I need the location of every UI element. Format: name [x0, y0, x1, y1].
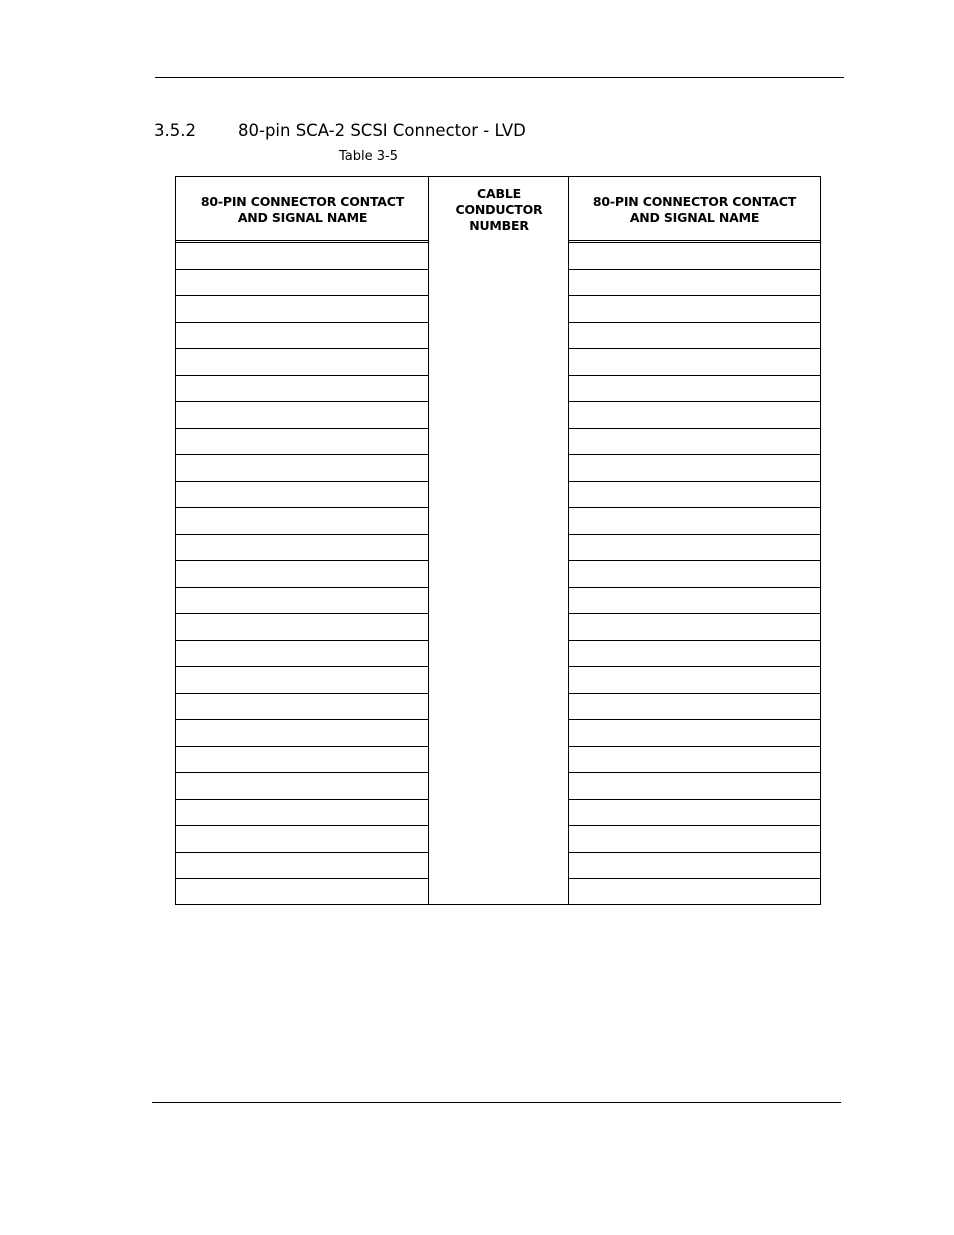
column-divider: [568, 177, 569, 904]
table-cell: [569, 482, 820, 509]
header-rule: [155, 77, 844, 78]
table-cell: [569, 270, 820, 297]
left-column-rows: [176, 243, 428, 906]
table-cell: [176, 826, 428, 853]
pin-assignment-table: [175, 176, 821, 905]
table-cell: [569, 826, 820, 853]
table-cell: [569, 455, 820, 482]
table-caption: Table 3-5: [339, 149, 398, 164]
table-cell: [176, 879, 428, 906]
table-cell: [569, 614, 820, 641]
table-cell: [569, 641, 820, 668]
table-cell: [569, 561, 820, 588]
table-cell: [569, 376, 820, 403]
table-cell: [176, 720, 428, 747]
table-cell: [176, 429, 428, 456]
table-cell: [569, 667, 820, 694]
table-cell: [569, 800, 820, 827]
table-cell: [176, 270, 428, 297]
footer-rule: [152, 1102, 841, 1103]
header-cable-conductor-number: CABLE CONDUCTOR NUMBER: [455, 185, 543, 233]
table-cell: [176, 561, 428, 588]
table-cell: [569, 243, 820, 270]
table-cell: [176, 402, 428, 429]
table-cell: [176, 641, 428, 668]
table-cell: [569, 535, 820, 562]
table-cell: [569, 694, 820, 721]
table-cell: [569, 588, 820, 615]
table-cell: [176, 508, 428, 535]
table-cell: [176, 667, 428, 694]
right-column-rows: [569, 243, 820, 906]
table-cell: [176, 535, 428, 562]
table-cell: [176, 614, 428, 641]
column-divider: [428, 177, 429, 904]
table-cell: [176, 747, 428, 774]
table-cell: [569, 402, 820, 429]
table-cell: [176, 588, 428, 615]
table-cell: [176, 694, 428, 721]
table-cell: [176, 243, 428, 270]
table-cell: [569, 853, 820, 880]
table-cell: [176, 482, 428, 509]
table-cell: [569, 349, 820, 376]
table-cell: [569, 747, 820, 774]
section-heading: [154, 121, 526, 140]
table-cell: [176, 773, 428, 800]
table-cell: [569, 323, 820, 350]
header-left-contact-signal: 80-PIN CONNECTOR CONTACT AND SIGNAL NAME: [200, 193, 405, 225]
section-title: 80-pin SCA-2 SCSI Connector - LVD: [238, 121, 526, 140]
table-cell: [176, 853, 428, 880]
header-right-contact-signal: 80-PIN CONNECTOR CONTACT AND SIGNAL NAME: [592, 193, 797, 225]
table-cell: [569, 720, 820, 747]
table-cell: [176, 323, 428, 350]
table-cell: [176, 349, 428, 376]
table-cell: [569, 429, 820, 456]
table-cell: [176, 376, 428, 403]
table-cell: [569, 296, 820, 323]
table-cell: [176, 296, 428, 323]
table-cell: [176, 455, 428, 482]
table-cell: [569, 879, 820, 906]
section-number: 3.5.2: [154, 121, 196, 140]
table-cell: [569, 773, 820, 800]
table-cell: [176, 800, 428, 827]
table-cell: [569, 508, 820, 535]
